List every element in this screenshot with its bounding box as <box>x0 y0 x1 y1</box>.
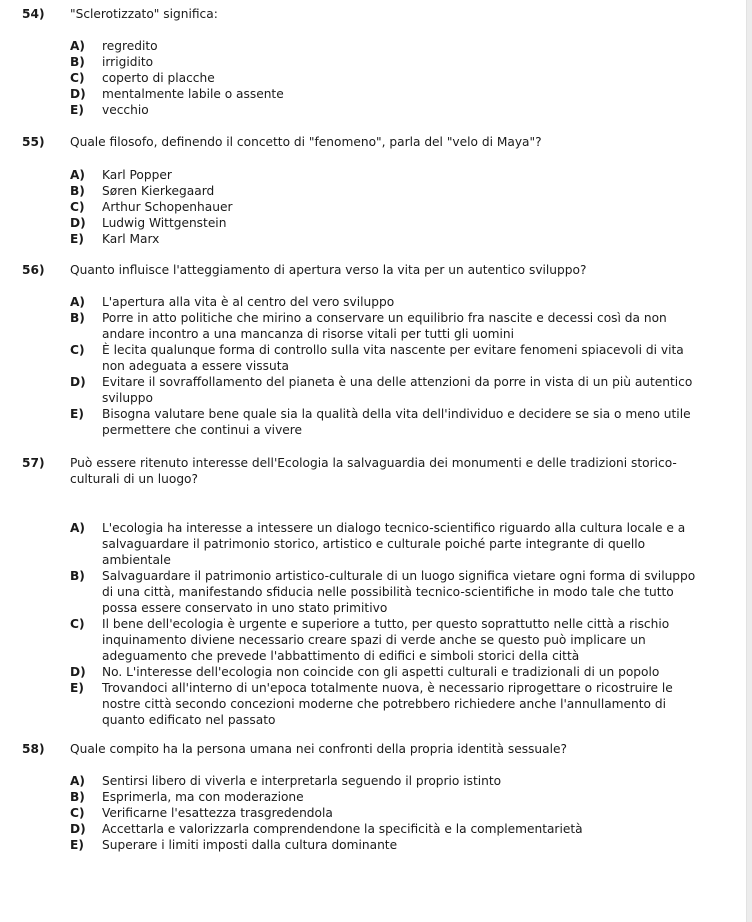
option-text: vecchio <box>102 103 149 117</box>
question-text: Quale compito ha la persona umana nei confronti della propria identità sessuale? <box>70 742 567 756</box>
option-label: D) <box>70 375 86 389</box>
option-label: B) <box>70 311 85 325</box>
option-c <box>70 616 740 664</box>
option-label: C) <box>70 200 85 214</box>
option-text: Porre in atto politiche che mirino a conservare un equilibrio fra nascite e decessi così da non andare incontro a una mancanza di risorse vitali per tutti gli uomini <box>102 311 667 341</box>
question-number: 58) <box>22 742 45 756</box>
option-text: Karl Marx <box>102 232 160 246</box>
option-text: mentalmente labile o assente <box>102 87 284 101</box>
option-text: Verificarne l'esattezza trasgredendola <box>102 806 333 820</box>
option-text: irrigidito <box>102 55 154 69</box>
option-c <box>70 70 740 86</box>
option-text: Superare i limiti imposti dalla cultura dominante <box>102 838 398 852</box>
option-label: A) <box>70 168 86 182</box>
option-label: D) <box>70 822 86 836</box>
option-label: E) <box>70 681 84 695</box>
question-58 <box>0 741 740 853</box>
option-d <box>70 215 740 231</box>
question-text: "Sclerotizzato" significa: <box>70 7 218 21</box>
option-b <box>70 54 740 70</box>
option-label: E) <box>70 103 84 117</box>
option-label: E) <box>70 407 84 421</box>
option-label: A) <box>70 295 86 309</box>
question-57 <box>0 455 740 728</box>
option-text: regredito <box>102 39 158 53</box>
option-text: Bisogna valutare bene quale sia la qualità della vita dell'individuo e decidere se sia o meno utile permettere che continui a vivere <box>102 407 691 437</box>
question-54 <box>0 6 740 118</box>
option-label: C) <box>70 617 85 631</box>
option-e <box>70 102 740 118</box>
option-text: Trovandoci all'interno di un'epoca totalmente nuova, è necessario riprogettare o ricostruire le nostre città secondo concezioni moderne che potrebbero richiedere anche l'annullamento di quanto edificato nel passato <box>102 681 673 727</box>
option-text: Accettarla e valorizzarla comprendendone la specificità e la complementarietà <box>102 822 583 836</box>
option-a <box>70 520 740 568</box>
option-label: D) <box>70 665 86 679</box>
page-edge-scrollbar <box>746 0 752 922</box>
option-text: Søren Kierkegaard <box>102 184 215 198</box>
option-c <box>70 805 740 821</box>
option-a <box>70 294 740 310</box>
option-label: D) <box>70 87 86 101</box>
option-e <box>70 680 740 728</box>
option-b <box>70 789 740 805</box>
option-b <box>70 310 740 342</box>
option-label: A) <box>70 521 86 535</box>
option-d <box>70 374 740 406</box>
option-text: Salvaguardare il patrimonio artistico-culturale di un luogo significa vietare ogni forma di sviluppo di una città, manifestando sfiducia nelle possibilità tecnico-scientifiche in modo tale che tutto possa essere conservato in uno stato primitivo <box>102 569 696 615</box>
option-b <box>70 568 740 616</box>
option-label: E) <box>70 838 84 852</box>
option-text: Evitare il sovraffollamento del pianeta è una delle attenzioni da porre in vista di un più autentico sviluppo <box>102 375 693 405</box>
question-text: Quale filosofo, definendo il concetto di "fenomeno", parla del "velo di Maya"? <box>70 135 542 149</box>
option-text: coperto di placche <box>102 71 215 85</box>
question-text: Può essere ritenuto interesse dell'Ecologia la salvaguardia dei monumenti e delle tradizioni storico-culturali di un luogo? <box>70 456 677 486</box>
option-text: Esprimerla, ma con moderazione <box>102 790 304 804</box>
question-number: 55) <box>22 135 45 149</box>
option-a <box>70 38 740 54</box>
option-label: E) <box>70 232 84 246</box>
question-number: 57) <box>22 456 45 470</box>
option-e <box>70 837 740 853</box>
option-label: D) <box>70 216 86 230</box>
option-label: A) <box>70 774 86 788</box>
option-text: Sentirsi libero di viverla e interpretarla seguendo il proprio istinto <box>102 774 502 788</box>
option-text: Karl Popper <box>102 168 172 182</box>
option-c <box>70 342 740 374</box>
option-label: C) <box>70 806 85 820</box>
option-text: L'apertura alla vita è al centro del vero sviluppo <box>102 295 395 309</box>
option-a <box>70 773 740 789</box>
option-label: C) <box>70 343 85 357</box>
option-text: Il bene dell'ecologia è urgente e superiore a tutto, per questo soprattutto nelle città a rischio inquinamento diviene necessario creare spazi di verde anche se questo può implicare un adeguamento che prevede l'abbattimento di edifici e simboli storici della città <box>102 617 670 663</box>
option-text: È lecita qualunque forma di controllo sulla vita nascente per evitare fenomeni spiacevoli di vita non adeguata a essere vissuta <box>102 343 684 373</box>
question-text: Quanto influisce l'atteggiamento di apertura verso la vita per un autentico sviluppo? <box>70 263 587 277</box>
option-d <box>70 821 740 837</box>
option-label: B) <box>70 184 85 198</box>
question-number: 54) <box>22 7 45 21</box>
option-d <box>70 86 740 102</box>
option-e <box>70 231 740 247</box>
option-b <box>70 183 740 199</box>
option-e <box>70 406 740 438</box>
option-text: Arthur Schopenhauer <box>102 200 233 214</box>
option-label: C) <box>70 71 85 85</box>
option-label: A) <box>70 39 86 53</box>
option-label: B) <box>70 569 85 583</box>
question-number: 56) <box>22 263 45 277</box>
option-label: B) <box>70 55 85 69</box>
question-55 <box>0 134 740 247</box>
option-text: L'ecologia ha interesse a intessere un dialogo tecnico-scientifico riguardo alla cultura locale e a salvaguardare il patrimonio storico, artistico e culturale poiché parte integrante di quello ambientale <box>102 521 686 567</box>
option-d <box>70 664 740 680</box>
question-56 <box>0 262 740 438</box>
option-label: B) <box>70 790 85 804</box>
option-text: Ludwig Wittgenstein <box>102 216 227 230</box>
option-a <box>70 167 740 183</box>
option-c <box>70 199 740 215</box>
option-text: No. L'interesse dell'ecologia non coincide con gli aspetti culturali e tradizionali di un popolo <box>102 665 660 679</box>
